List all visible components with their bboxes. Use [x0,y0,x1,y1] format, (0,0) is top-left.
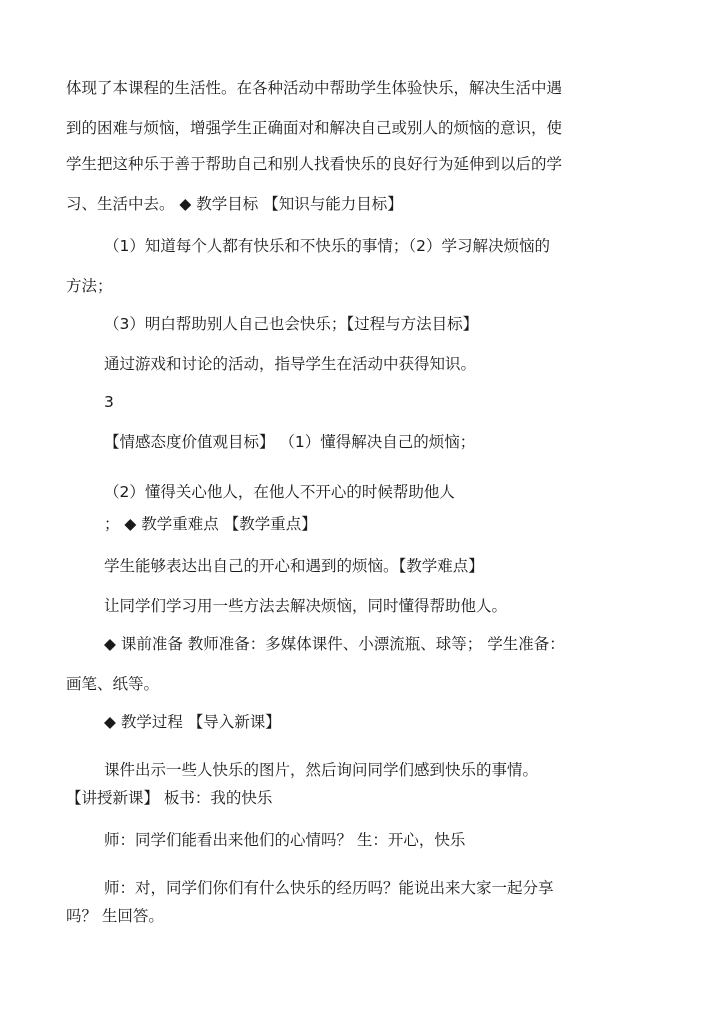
text-line: 通过游戏和讨论的活动，指导学生在活动中获得知识。 [104,355,477,373]
text-line: 学生能够表达出自己的开心和遇到的烦恼。【教学难点】 [104,557,484,575]
text-line: 师：对，同学们你们有什么快乐的经历吗？能说出来大家一起分享 [104,879,554,897]
text-line: ◆ 教学过程 【导入新课】 [104,713,281,731]
text-line: 画笔、纸等。 [66,675,160,693]
text-line: 让同学们学习用一些方法去解决烦恼，同时懂得帮助他人。 [104,597,508,615]
text-line: 师：同学们能看出来他们的心情吗？ 生：开心，快乐 [104,831,466,849]
text-line: 【情感态度价值观目标】 （1）懂得解决自己的烦恼； [104,433,476,451]
page-number: 3 [104,393,114,411]
text-line: 到的困难与烦恼，增强学生正确面对和解决自己或别人的烦恼的意识，使 [66,119,563,137]
text-line: 吗？ 生回答。 [66,907,164,925]
text-line: 学生把这种乐于善于帮助自己和别人找看快乐的良好行为延伸到以后的学 [66,155,563,173]
text-line: 【讲授新课】 板书：我的快乐 [66,789,273,807]
text-line: （3）明白帮助别人自己也会快乐；【过程与方法目标】 [104,315,479,333]
text-line: 体现了本课程的生活性。在各种活动中帮助学生体验快乐，解决生活中遇 [66,79,563,97]
text-line: ； ◆ 教学重难点 【教学重点】 [104,515,317,533]
text-line: （1）知道每个人都有快乐和不快乐的事情；（2）学习解决烦恼的 [104,237,550,255]
text-line: （2）懂得关心他人，在他人不开心的时候帮助他人 [104,483,455,501]
text-line: 课件出示一些人快乐的图片，然后询问同学们感到快乐的事情。 [104,761,539,779]
text-line: ◆ 课前准备 教师准备：多媒体课件、小漂流瓶、球等； 学生准备： [104,635,565,653]
text-line: 习、生活中去。 ◆ 教学目标 【知识与能力目标】 [66,195,403,213]
text-line: 方法； [66,277,113,295]
